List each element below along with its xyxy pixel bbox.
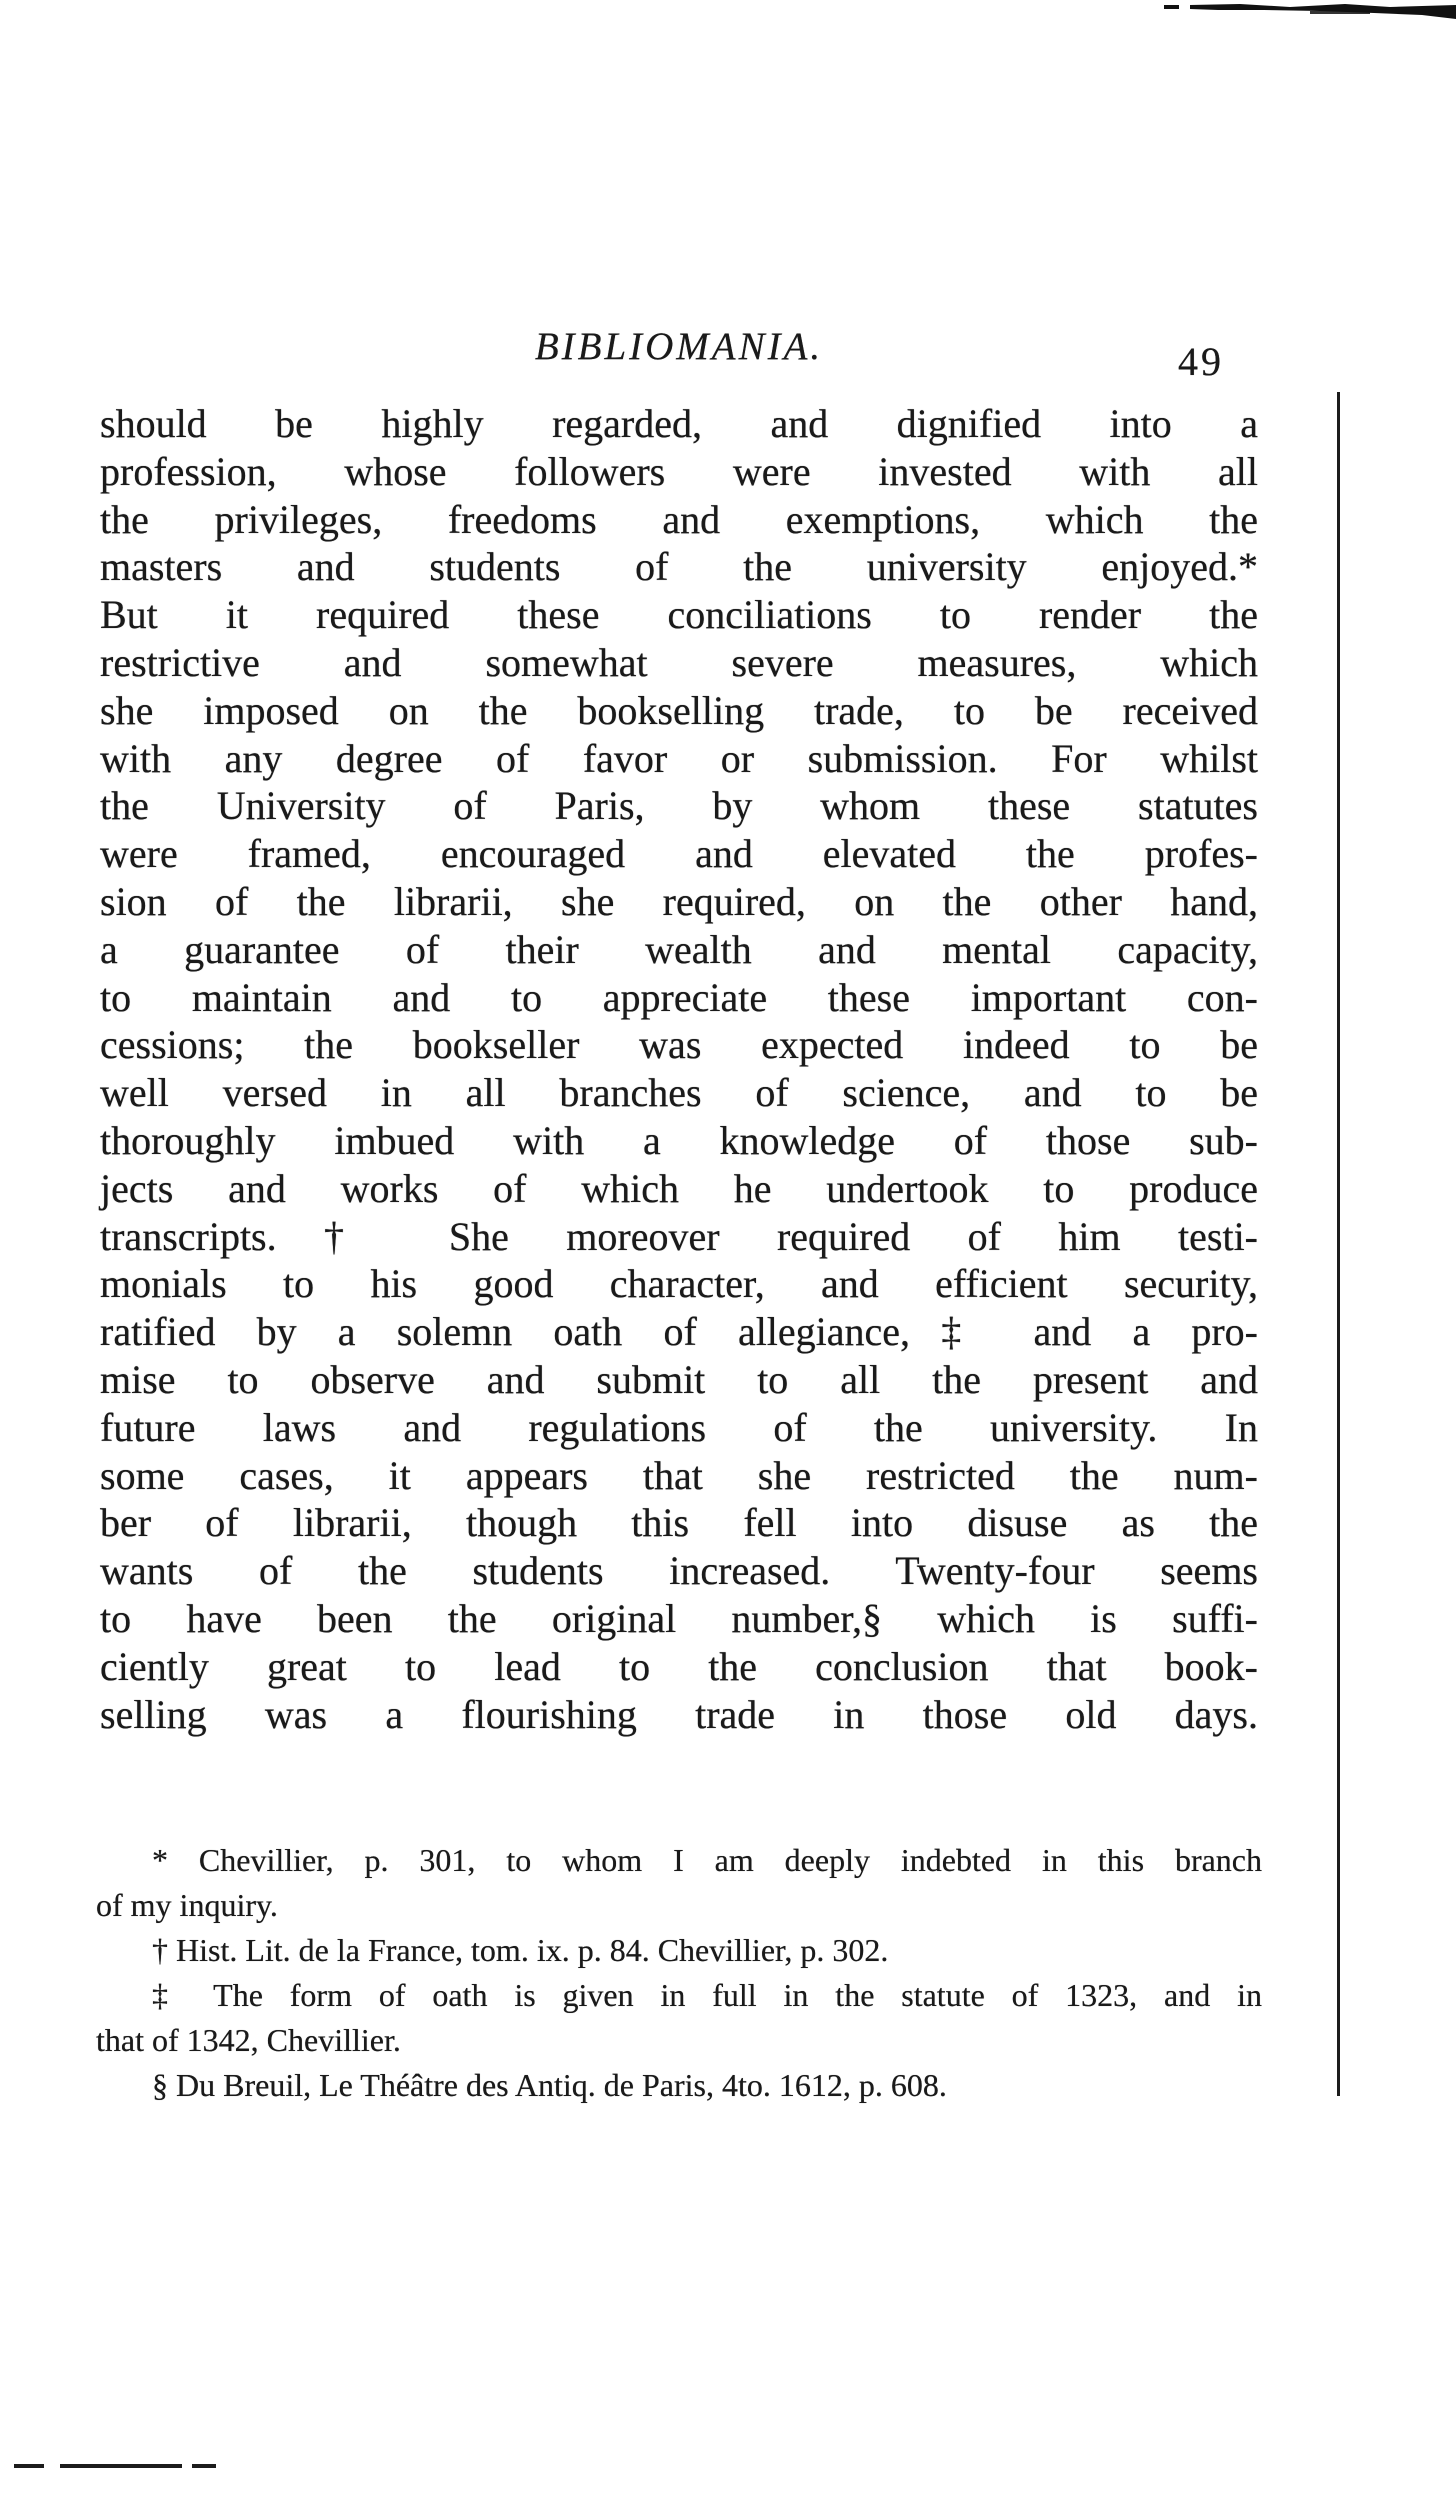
footnote-line: that of 1342, Chevillier. — [96, 2022, 401, 2058]
text-line: thoroughly imbued with a knowledge of those sub- — [100, 1117, 1258, 1163]
text-line: mise to observe and submit to all the present and — [100, 1356, 1258, 1402]
scan-artifact-bottom-dash — [60, 2464, 182, 2468]
text-line: to have been the original number,§ which is suffi- — [100, 1595, 1258, 1641]
footnote-line: of my inquiry. — [96, 1887, 278, 1923]
running-head-title: BIBLIOMANIA. — [534, 325, 824, 368]
text-line: she imposed on the bookselling trade, to be received — [100, 687, 1258, 733]
footnotes — [96, 1838, 1262, 2108]
footnote-line: ‡ The form of oath is given in full in the statute of 1323, and in — [152, 1977, 1262, 2013]
footnote-line: § Du Breuil, Le Théâtre des Antiq. de Paris, 4to. 1612, p. 608. — [152, 2067, 947, 2103]
text-line: some cases, it appears that she restricted the num- — [100, 1452, 1258, 1498]
text-line: ber of librarii, though this fell into disuse as the — [100, 1500, 1258, 1546]
text-line: future laws and regulations of the university. In — [100, 1404, 1258, 1450]
scan-artifact-top-edge — [1160, 0, 1456, 24]
footnote-line: * Chevillier, p. 301, to whom I am deeply indebted in this branch — [152, 1842, 1262, 1878]
text-line: But it required these conciliations to render the — [100, 592, 1258, 638]
text-line: well versed in all branches of science, and to be — [100, 1070, 1258, 1116]
text-line: profession, whose followers were invested with all — [100, 448, 1258, 494]
text-line: should be highly regarded, and dignified into a — [100, 401, 1258, 446]
scan-artifact-right-rule — [1337, 392, 1340, 2096]
text-line: monials to his good character, and efficient security, — [100, 1261, 1258, 1307]
text-line: ratified by a solemn oath of allegiance,‡ and a pro- — [100, 1309, 1258, 1355]
scan-artifact-bottom-dash — [14, 2464, 44, 2468]
text-line: jects and works of which he undertook to produce — [100, 1165, 1258, 1211]
text-line: to maintain and to appreciate these important con- — [100, 974, 1258, 1020]
text-line: the privileges, freedoms and exemptions, which the — [100, 496, 1258, 542]
text-line: were framed, encouraged and elevated the profes- — [100, 831, 1258, 877]
text-line: cessions; the bookseller was expected indeed to be — [100, 1022, 1258, 1068]
text-line: with any degree of favor or submission. For whilst — [100, 735, 1258, 781]
scan-artifact-bottom-dash — [192, 2464, 216, 2468]
text-line: the University of Paris, by whom these statutes — [100, 783, 1258, 829]
text-line: wants of the students increased. Twenty-four seems — [100, 1548, 1258, 1594]
text-line: a guarantee of their wealth and mental capacity, — [100, 926, 1258, 972]
text-line: restrictive and somewhat severe measures, which — [100, 639, 1258, 685]
text-line: masters and students of the university enjoyed.* — [100, 544, 1258, 590]
body-text — [100, 400, 1258, 1738]
footnote-line: † Hist. Lit. de la France, tom. ix. p. 84. Chevillier, p. 302. — [152, 1932, 889, 1968]
text-line: transcripts.† She moreover required of him testi- — [100, 1213, 1258, 1259]
text-line: selling was a flourishing trade in those old days. — [100, 1691, 1258, 1737]
page-number: 49 — [1178, 339, 1224, 384]
text-line: ciently great to lead to the conclusion that book- — [100, 1643, 1258, 1689]
text-line: sion of the librarii, she required, on the other hand, — [100, 878, 1258, 924]
